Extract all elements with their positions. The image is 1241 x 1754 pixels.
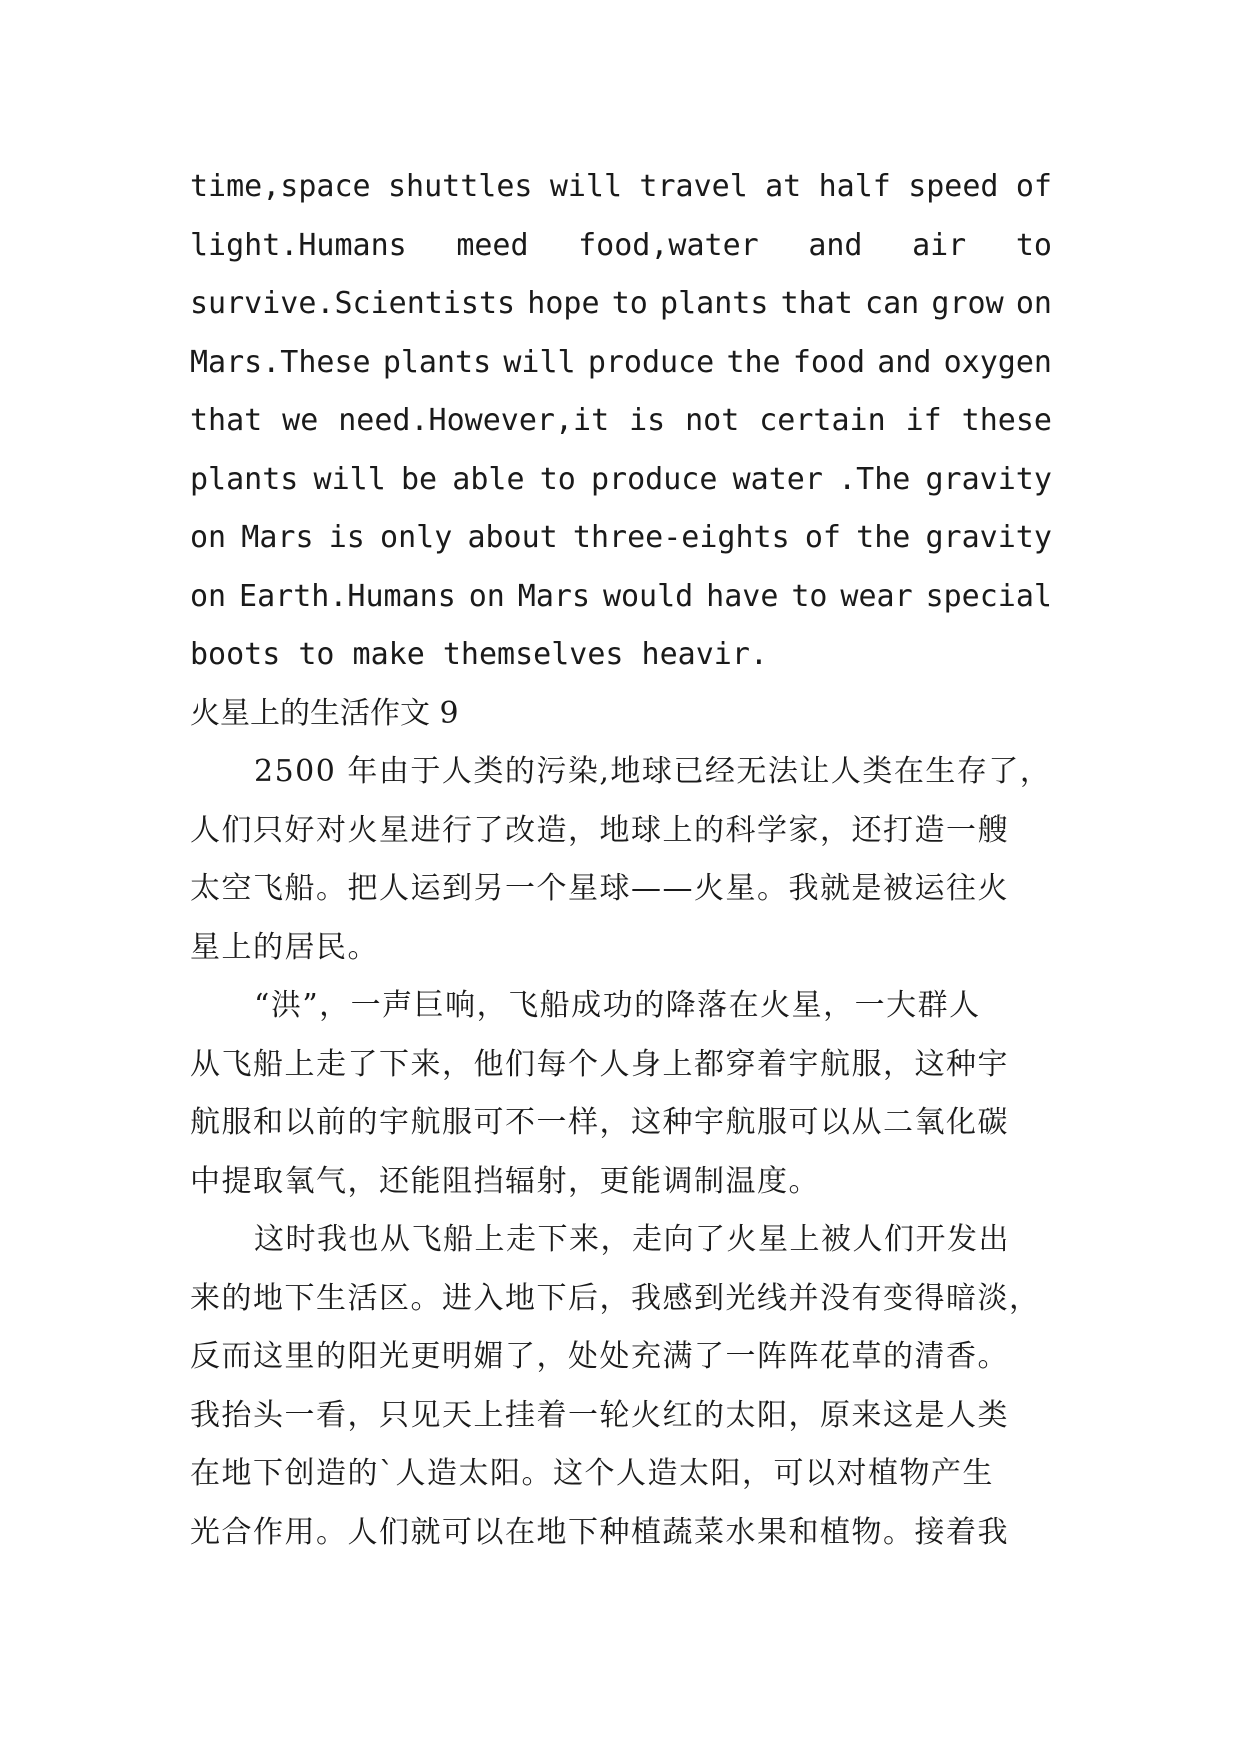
word: shuttles	[387, 169, 533, 204]
word: to	[539, 461, 576, 497]
word: water	[732, 461, 823, 497]
word: not	[685, 403, 740, 438]
word: speed	[908, 169, 999, 204]
word: gravity	[925, 461, 1052, 497]
word: plants	[660, 286, 769, 321]
text-line: 星上的居民。	[190, 929, 379, 965]
word: the	[726, 344, 781, 380]
text-line: 人们只好对火星进行了改造，地球上的科学家，还打造一艘	[190, 812, 1009, 848]
text-line	[190, 568, 1052, 627]
word: if	[905, 403, 942, 438]
word: gravity	[925, 520, 1052, 555]
word: on	[468, 578, 505, 614]
word: of	[1015, 169, 1052, 204]
text-line-last: boots to make themselves heavir.	[190, 637, 768, 672]
word: be	[400, 461, 438, 497]
text-line: 太空飞船。把人运到另一个星球——火星。我就是被运往火	[190, 871, 1009, 906]
word: produce	[590, 461, 718, 497]
word: about	[467, 520, 558, 555]
word: three-eights	[572, 520, 790, 555]
word: survive.Scientists	[190, 286, 516, 321]
word: at	[765, 169, 802, 204]
word: air	[912, 227, 967, 263]
word: wear	[840, 578, 913, 614]
word: on	[190, 520, 227, 555]
word: able	[452, 461, 525, 497]
word: would	[602, 578, 694, 614]
word: Mars	[241, 520, 314, 555]
word: travel	[639, 169, 748, 204]
word: hope	[527, 286, 600, 321]
word: certain	[759, 403, 886, 438]
text-line: “洪”，一声巨响，飞船成功的降落在火星，一大群人	[254, 988, 981, 1023]
text-line: 中提取氧气，还能阻挡辐射，更能调制温度。	[190, 1163, 820, 1199]
section-heading: 火星上的生活作文 9	[190, 695, 459, 731]
word: have	[706, 578, 779, 614]
text-line: 航服和以前的宇航服可不一样，这种宇航服可以从二氧化碳	[190, 1105, 1009, 1140]
text-line	[190, 158, 1052, 217]
text-line	[190, 392, 1052, 451]
text-line	[190, 217, 1052, 276]
word: can	[865, 286, 920, 321]
word: grow	[931, 286, 1004, 321]
document-page	[190, 158, 1052, 1562]
text-line	[190, 275, 1052, 334]
word: time,space	[190, 169, 371, 204]
word: these	[961, 403, 1052, 438]
word: light.Humans	[190, 227, 407, 263]
word: half	[818, 169, 891, 204]
word: plants	[382, 344, 492, 380]
word: and	[877, 344, 932, 380]
word: food,water	[578, 227, 759, 263]
word: the	[856, 520, 911, 555]
word: meed	[456, 227, 529, 263]
word: special	[925, 578, 1052, 614]
word: on	[190, 578, 227, 614]
word: to	[791, 578, 828, 614]
chinese-paragraph-1	[190, 743, 1052, 977]
english-passage	[190, 158, 1052, 685]
word: will	[549, 169, 623, 204]
chinese-paragraph-3	[190, 1211, 1052, 1562]
text-line	[190, 334, 1052, 393]
word: of	[804, 520, 841, 555]
text-line	[190, 509, 1052, 568]
word: only	[380, 520, 453, 555]
word: on	[1015, 286, 1052, 321]
word: is	[328, 520, 365, 555]
word: and	[808, 227, 863, 263]
word: Mars	[517, 578, 591, 614]
text-line: 光合作用。人们就可以在地下种植蔬菜水果和植物。接着我	[190, 1514, 1009, 1550]
word: will	[313, 461, 386, 497]
word: to	[611, 286, 648, 321]
text-line: 来的地下生活区。进入地下后，我感到光线并没有变得暗淡，	[190, 1280, 1041, 1316]
text-line: 2500 年由于人类的污染,地球已经无法让人类在生存了，	[254, 754, 1052, 789]
word: produce	[587, 344, 715, 380]
word: Mars.These	[190, 344, 371, 380]
text-line: 这时我也从飞船上走下来，走向了火星上被人们开发出	[254, 1222, 1010, 1257]
word: that	[190, 403, 263, 438]
word: need.However,it	[338, 403, 610, 438]
word: we	[282, 403, 319, 438]
text-line	[190, 451, 1052, 510]
text-line: 在地下创造的`人造太阳。这个人造太阳，可以对植物产生	[190, 1456, 994, 1491]
word: Earth.Humans	[239, 578, 456, 614]
text-line: 从飞船上走了下来，他们每个人身上都穿着宇航服，这种宇	[190, 1046, 1009, 1082]
word: that	[780, 286, 853, 321]
chinese-paragraph-2	[190, 977, 1052, 1211]
word: will	[503, 344, 576, 380]
text-line: 反而这里的阳光更明媚了，处处充满了一阵阵花草的清香。	[190, 1339, 1009, 1374]
word: to	[1015, 227, 1052, 263]
text-line: 我抬头一看，只见天上挂着一轮火红的太阳，原来这是人类	[190, 1397, 1009, 1433]
word: .The	[838, 461, 911, 497]
word: oxygen	[943, 344, 1052, 380]
word: is	[629, 403, 666, 438]
word: food	[792, 344, 866, 380]
word: plants	[190, 461, 299, 497]
